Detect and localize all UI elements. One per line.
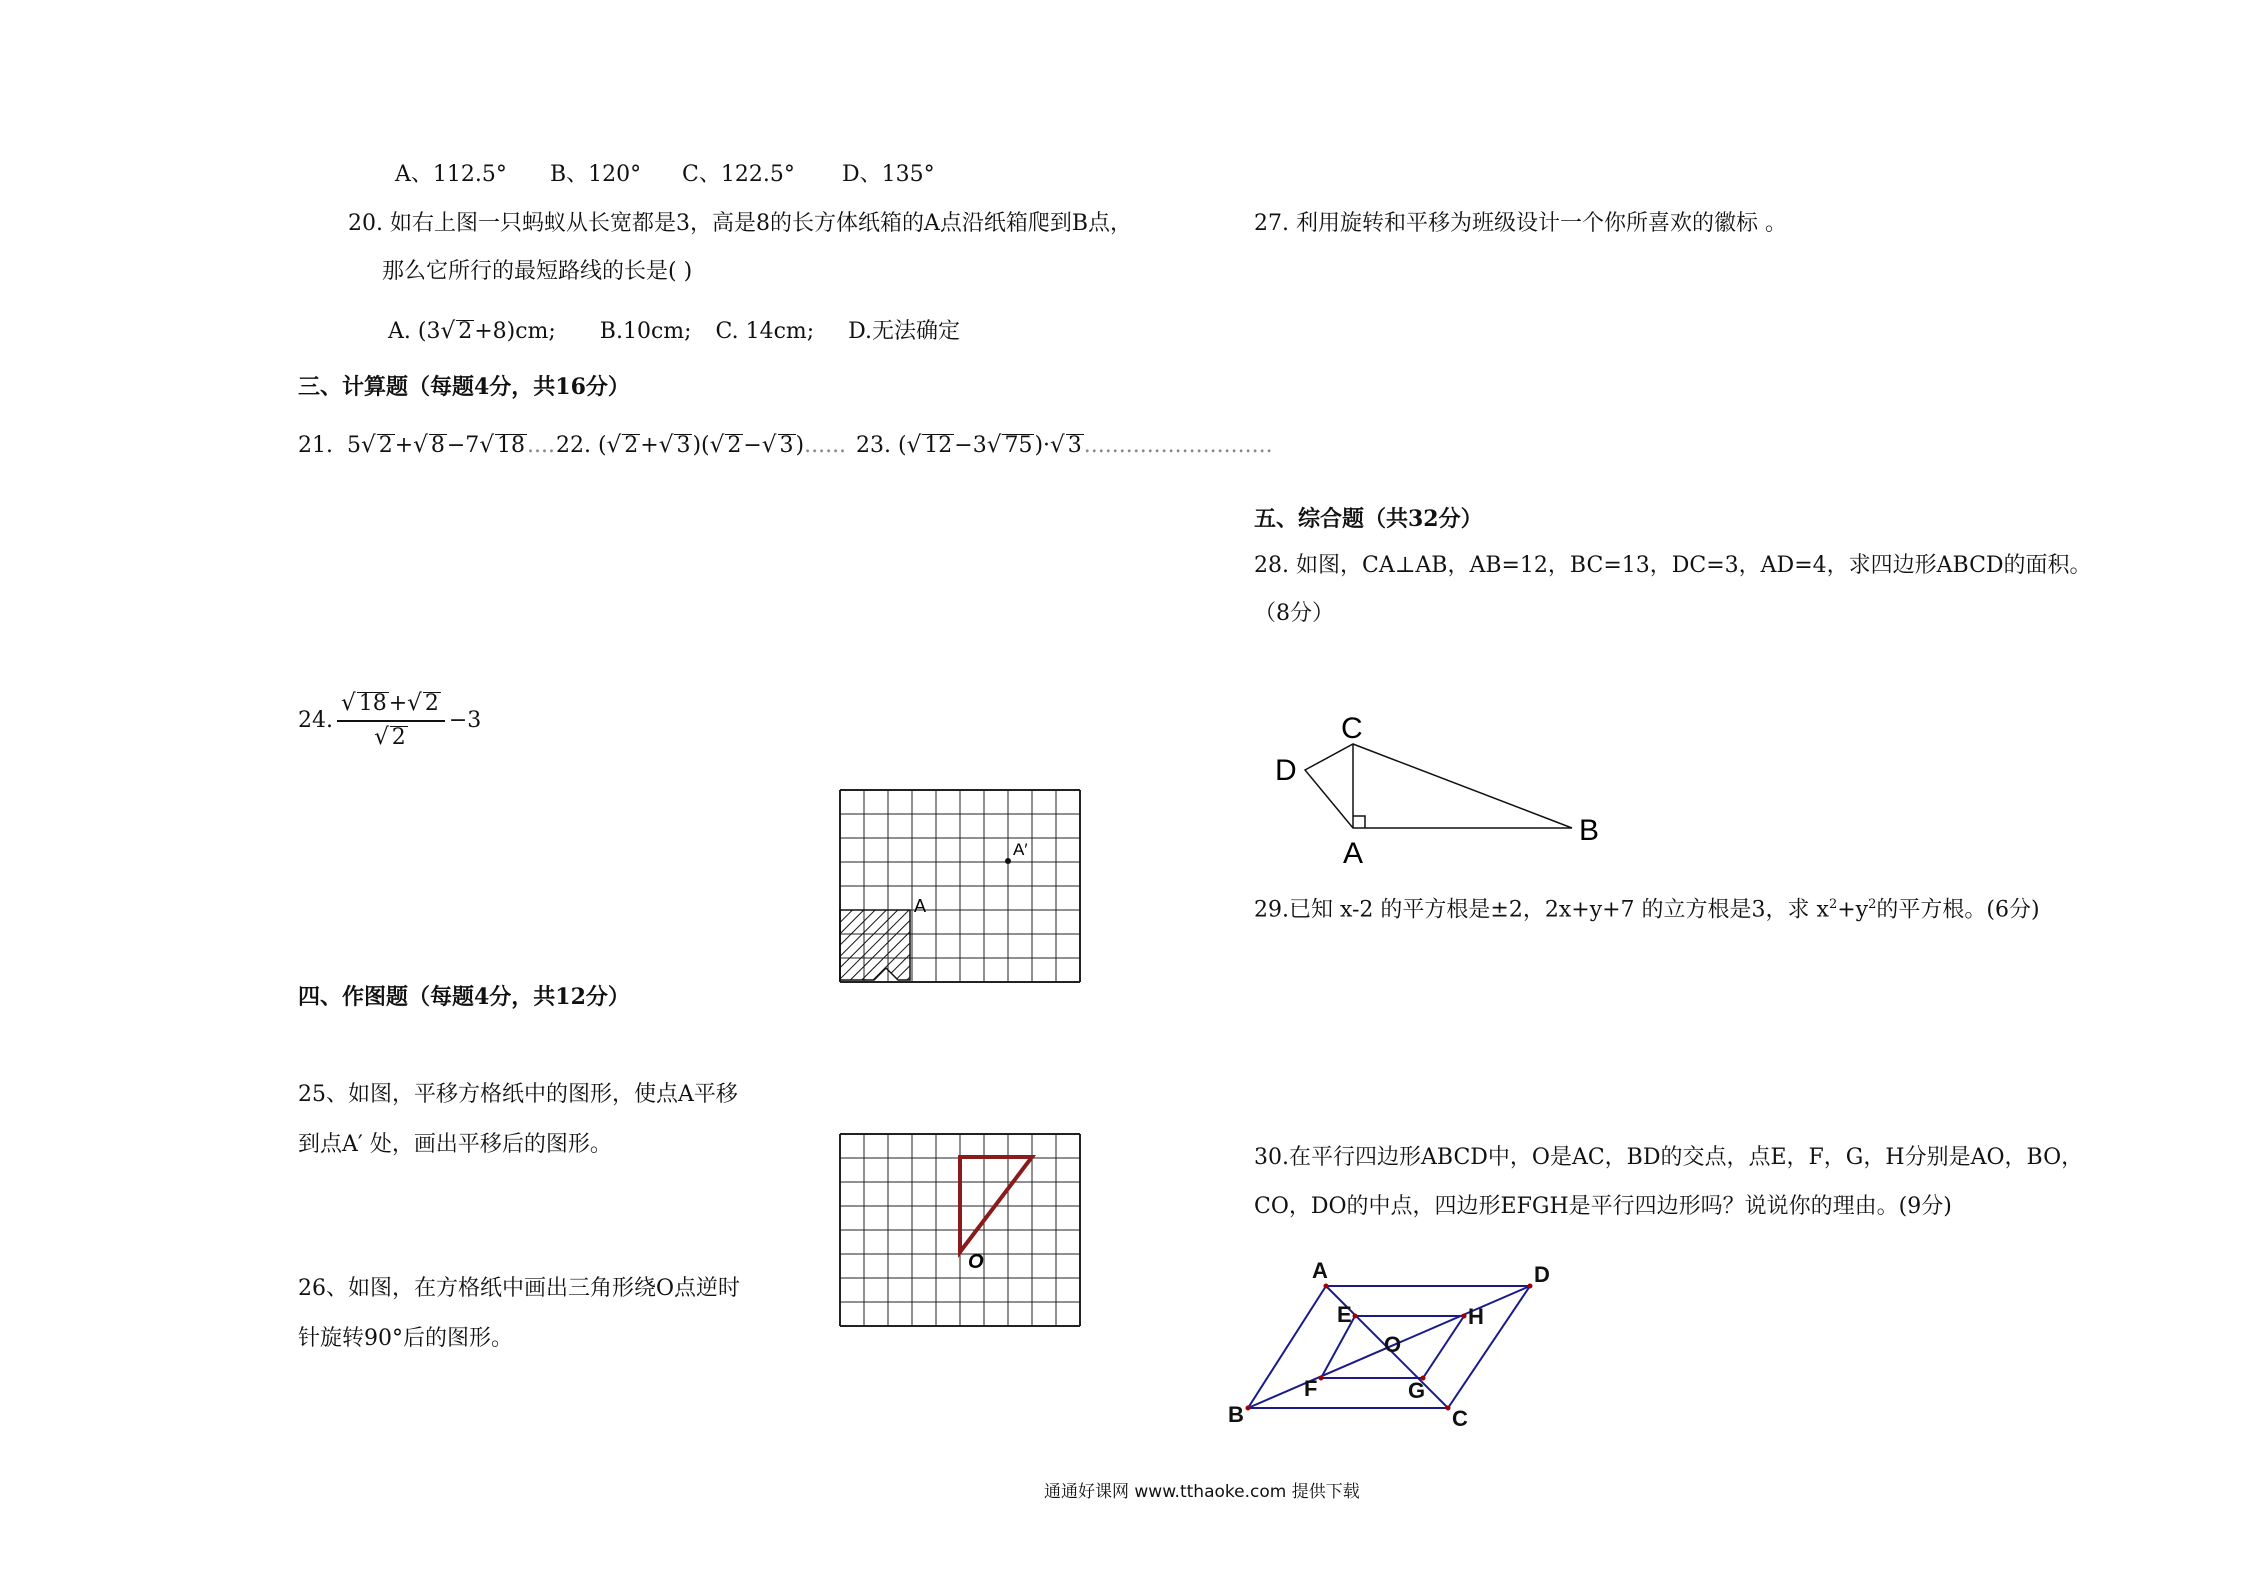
q25-hatched-shape bbox=[840, 910, 910, 980]
q26-label-o: O bbox=[968, 1251, 984, 1273]
q20-line1: 20. 如右上图一只蚂蚁从长宽都是3，高是8的长方体纸箱的A点沿纸箱爬到B点， bbox=[348, 211, 1133, 236]
q30-vertex-d bbox=[1528, 1284, 1533, 1289]
q28-line1: 28. 如图，CA⊥AB，AB=12，BC=13，DC=3，AD=4，求四边形ABCD的面积。 bbox=[1254, 553, 2092, 578]
q30-parallelogram-figure bbox=[1220, 1250, 1570, 1440]
q20-option-b: B.10cm; bbox=[599, 319, 692, 344]
q21-expression: 21. 5√ 2+√ 8−7√ 18.... bbox=[298, 432, 556, 458]
q28-quadrilateral-figure bbox=[1265, 708, 1625, 878]
q22-expression: 22. (√ 2+√ 3)(√ 2−√ 3)...... bbox=[556, 432, 847, 458]
q25-line2: 到点A′ 处，画出平移后的图形。 bbox=[298, 1132, 612, 1157]
q20-option-d: D.无法确定 bbox=[848, 319, 961, 344]
q20-option-c: C. 14cm; bbox=[715, 319, 815, 344]
q23-expression: 23. (√ 12−3√ 75)·√ 3........................... bbox=[856, 432, 1273, 458]
q25-line1: 25、如图，平移方格纸中的图形，使点A平移 bbox=[298, 1082, 738, 1107]
q28-label-a: A bbox=[1343, 837, 1364, 870]
q28-label-d: D bbox=[1275, 754, 1297, 787]
q30-line2: CO，DO的中点，四边形EFGH是平行四边形吗？说说你的理由。(9分) bbox=[1254, 1194, 1952, 1219]
section-4-title: 四、作图题（每题4分，共12分） bbox=[298, 984, 630, 1010]
q25-point-a-prime bbox=[1005, 858, 1011, 864]
q30-label-g: G bbox=[1408, 1378, 1426, 1403]
q19-option-b: B、120° bbox=[550, 162, 642, 187]
q28-line2: （8分） bbox=[1254, 601, 1334, 626]
footer-text: 通通好课网 www.tthaoke.com 提供下载 bbox=[1044, 1482, 1360, 1502]
q26-line1: 26、如图，在方格纸中画出三角形绕O点逆时 bbox=[298, 1276, 741, 1301]
q26-triangle bbox=[960, 1157, 1032, 1252]
q19-option-c: C、122.5° bbox=[682, 162, 795, 187]
q30-line1: 30.在平行四边形ABCD中，O是AC，BD的交点，点E，F，G，H分别是AO，BO， bbox=[1254, 1145, 2084, 1170]
q28-label-b: B bbox=[1579, 814, 1600, 847]
q24-fraction: $\frac{√ 18+√ 2}{√ 2}$ bbox=[337, 690, 445, 751]
q24-expression: 24. $\frac{√ 18+√ 2}{√ 2}$ −3 bbox=[298, 690, 482, 750]
q30-label-f: F bbox=[1304, 1376, 1318, 1401]
q30-vertex-f bbox=[1319, 1376, 1324, 1381]
q30-label-h: H bbox=[1468, 1304, 1484, 1329]
q19-option-d: D、135° bbox=[842, 162, 935, 187]
q30-vertex-a bbox=[1324, 1284, 1329, 1289]
q28-right-angle-mark bbox=[1353, 816, 1365, 828]
q30-vertex-e bbox=[1353, 1314, 1358, 1319]
q30-label-o: O bbox=[1384, 1332, 1402, 1357]
q30-label-c: C bbox=[1452, 1406, 1468, 1431]
section-3-title: 三、计算题（每题4分，共16分） bbox=[298, 374, 630, 400]
q30-label-e: E bbox=[1337, 1302, 1352, 1327]
q27-text: 27. 利用旋转和平移为班级设计一个你所喜欢的徽标 。 bbox=[1254, 211, 1787, 236]
q29-text: 29.已知 x-2 的平方根是±2，2x+y+7 的立方根是3，求 $x^2+y^2$的平方根。(6分) bbox=[1254, 897, 2040, 923]
q20-line2: 那么它所行的最短路线的长是( ) bbox=[382, 259, 693, 284]
q25-label-a: A bbox=[914, 896, 927, 916]
q20-options bbox=[388, 318, 960, 346]
q30-label-a: A bbox=[1312, 1258, 1328, 1283]
q19-option-a: A、112.5° bbox=[395, 162, 507, 187]
q30-label-d: D bbox=[1534, 1262, 1550, 1287]
q25-label-a-prime: A′ bbox=[1013, 840, 1028, 859]
section-5-title: 五、综合题（共32分） bbox=[1254, 506, 1483, 532]
q30-vertex-c bbox=[1446, 1406, 1451, 1411]
q30-label-b: B bbox=[1228, 1402, 1244, 1427]
q25-grid-figure bbox=[838, 788, 1088, 988]
q26-line2: 针旋转90°后的图形。 bbox=[298, 1326, 513, 1351]
q20-option-a: A. (3√ 2+8)cm; bbox=[388, 318, 556, 344]
q26-grid-figure bbox=[838, 1132, 1088, 1332]
q30-vertex-h bbox=[1462, 1314, 1467, 1319]
q28-label-c: C bbox=[1341, 712, 1363, 745]
q30-vertex-b bbox=[1246, 1406, 1251, 1411]
q28-shape bbox=[1305, 744, 1572, 828]
